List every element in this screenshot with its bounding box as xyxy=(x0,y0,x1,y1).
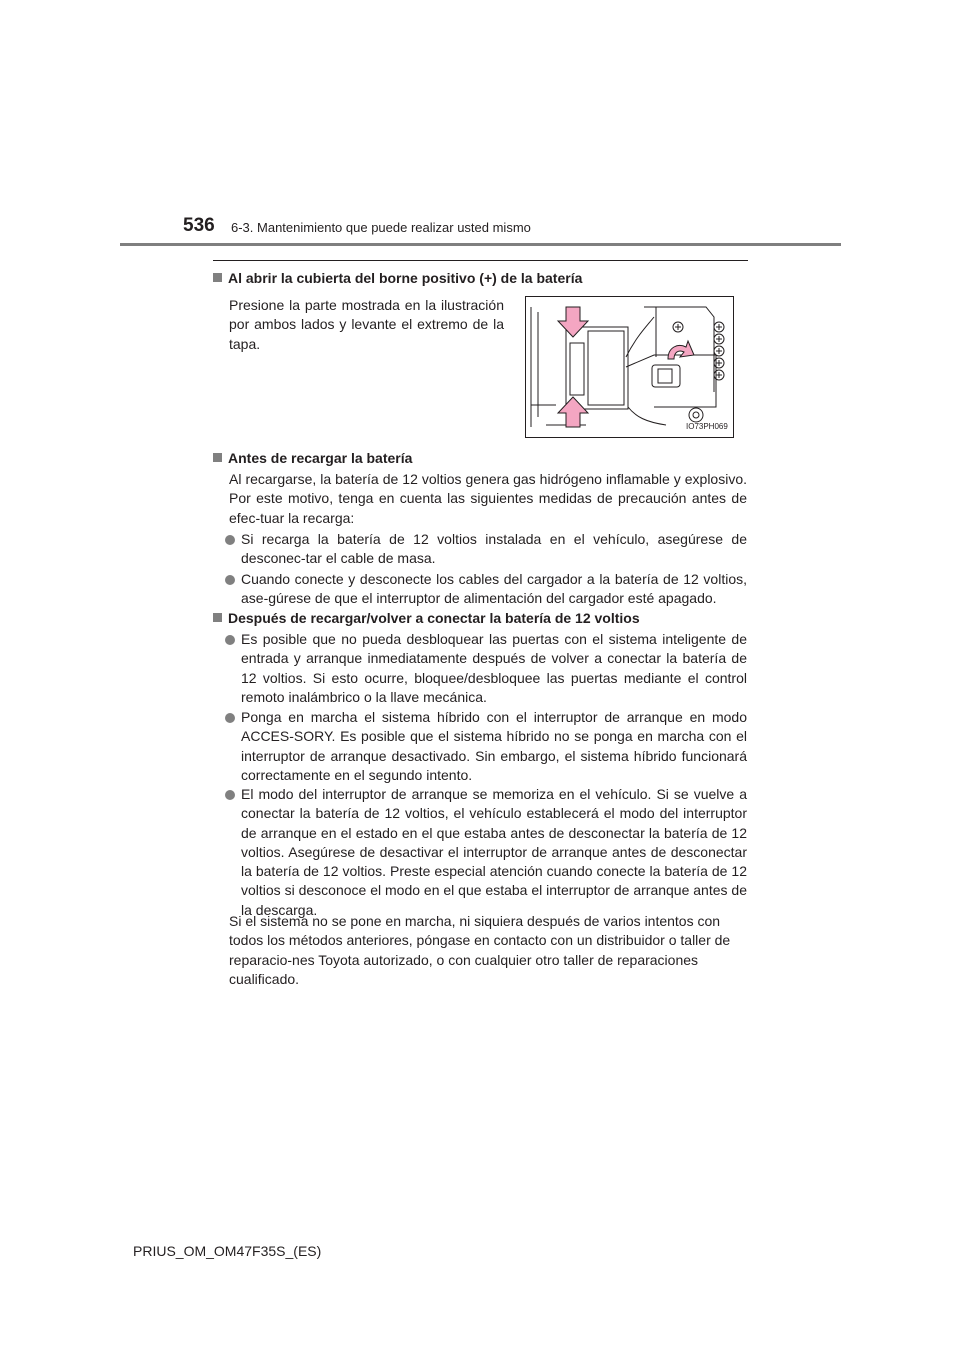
header-divider xyxy=(120,243,841,246)
heading-text: Antes de recargar la batería xyxy=(228,450,413,466)
list-item-text: El modo del interruptor de arranque se memoriza en el vehículo. Si se vuelve a conectar la batería de 12 voltios, el vehículo establecerá el modo del interruptor de arranque en el estado en el que estaba antes de desconectar la batería de 12 voltios. Asegúrese de desactivar el interruptor de arranque antes de desconectar la batería de 12 voltios. Preste especial atención cuando conecte la batería de 12 voltios si desconoce el modo en el que estaba el interruptor de arranque antes de la descarga. xyxy=(241,786,747,918)
heading-text: Al abrir la cubierta del borne positivo (+) de la batería xyxy=(228,270,583,286)
down-arrow-icon xyxy=(558,307,588,337)
bullet-dot-icon xyxy=(225,535,235,545)
list-item-text: Cuando conecte y desconecte los cables del cargador a la batería de 12 voltios, ase-gúrese de que el interruptor de alimentación del cargador esté apagado. xyxy=(241,571,747,607)
list-item-text: Ponga en marcha el sistema híbrido con el interruptor de arranque en modo ACCES-SORY. Es posible que el sistema híbrido no se ponga en marcha con el interruptor de arranque desactivado. Sin embargo, el sistema híbrido funcionará correctamente en el segundo intento. xyxy=(241,709,747,783)
list-item-text: Si recarga la batería de 12 voltios instalada en el vehículo, asegúrese de desconec-tar el cable de masa. xyxy=(241,531,747,567)
list-item xyxy=(241,630,747,707)
square-bullet-icon xyxy=(213,453,222,462)
list-item-text: Es posible que no pueda desbloquear las puertas con el sistema inteligente de entrada y arranque inmediatamente después de volver a conectar la batería de 12 voltios. Si esto ocurre, bloquee/desbloquee las puertas mediante el control remoto inalámbrico o la llave mecánica. xyxy=(241,631,747,705)
figure-code: IO73PH069 xyxy=(686,422,728,431)
bullet-dot-icon xyxy=(225,635,235,645)
list-item xyxy=(241,530,747,569)
list-item xyxy=(241,708,747,785)
square-bullet-icon xyxy=(213,613,222,622)
battery-illustration-svg xyxy=(526,297,733,437)
page-number: 536 xyxy=(183,215,215,236)
battery-cover-illustration xyxy=(525,296,734,438)
closing-note: Si el sistema no se pone en marcha, ni siquiera después de varios intentos con todos los métodos anteriores, póngase en contacto con un distribuidor o taller de reparacio-nes Toyota autorizado, o con cualquier otro taller de reparaciones cualificado. xyxy=(229,913,731,987)
bullet-dot-icon xyxy=(225,713,235,723)
bullet-dot-icon xyxy=(225,790,235,800)
heading-before-charging xyxy=(213,450,412,466)
lift-arrow-icon xyxy=(668,341,694,359)
heading-battery-cover xyxy=(213,270,582,286)
heading-after-recharging xyxy=(213,610,640,626)
charging-warning: Al recargarse, la batería de 12 voltios genera gas hidrógeno inflamable y explosivo. Por este motivo, tenga en cuenta las siguientes medidas de precaución antes de efec-tuar la recarga: xyxy=(229,471,747,526)
list-item xyxy=(241,785,747,920)
content-divider xyxy=(213,260,748,261)
heading-text: Después de recargar/volver a conectar la batería de 12 voltios xyxy=(228,610,640,626)
cover-instructions: Presione la parte mostrada en la ilustración por ambos lados y levante el extremo de la tapa. xyxy=(229,297,504,352)
bullet-dot-icon xyxy=(225,575,235,585)
up-arrow-icon xyxy=(558,397,588,427)
section-title: 6-3. Mantenimiento que puede realizar usted mismo xyxy=(231,220,531,235)
square-bullet-icon xyxy=(213,273,222,282)
list-item xyxy=(241,570,747,609)
document-code: PRIUS_OM_OM47F35S_(ES) xyxy=(133,1243,322,1259)
